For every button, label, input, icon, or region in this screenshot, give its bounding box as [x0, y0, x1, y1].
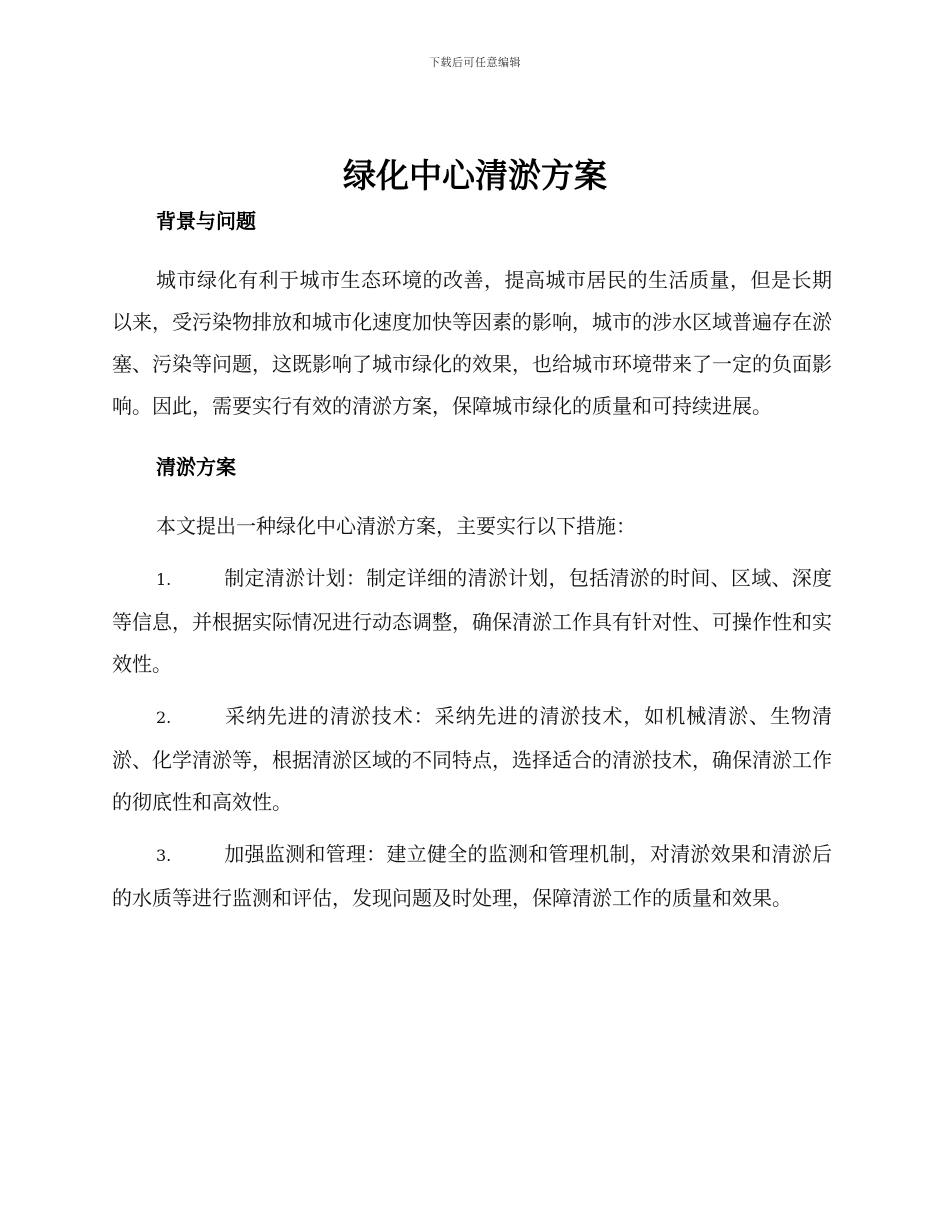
list-item-measure-3	[112, 833, 832, 919]
list-number: 3.	[156, 846, 172, 865]
document-body	[112, 205, 832, 919]
paragraph-background: 城市绿化有利于城市生态环境的改善，提高城市居民的生活质量，但是长期以来，受污染物排放和城市化速度加快等因素的影响，城市的涉水区域普遍存在淤塞、污染等问题，这既影响了城市绿化的效果，也给城市环境带来了一定的负面影响。因此，需要实行有效的清淤方案，保障城市绿化的质量和可持续进展。	[112, 268, 832, 418]
list-item-text: 加强监测和管理：建立健全的监测和管理机制，对清淤效果和清淤后的水质等进行监测和评估，发现问题及时处理，保障清淤工作的质量和效果。	[112, 842, 832, 910]
list-number: 2.	[156, 708, 172, 727]
list-item-measure-1	[112, 557, 832, 685]
document-title: 绿化中心清淤方案	[343, 156, 607, 195]
section-heading-background: 背景与问题	[156, 209, 256, 233]
section-heading-plan: 清淤方案	[156, 455, 236, 479]
list-item-text: 制定清淤计划：制定详细的清淤计划，包括清淤的时间、区域、深度等信息，并根据实际情况进行动态调整，确保清淤工作具有针对性、可操作性和实效性。	[112, 566, 832, 676]
list-number: 1.	[156, 570, 172, 589]
list-item-text: 采纳先进的清淤技术：采纳先进的清淤技术，如机械清淤、生物清淤、化学清淤等，根据清淤区域的不同特点，选择适合的清淤技术，确保清淤工作的彻底性和高效性。	[112, 704, 832, 814]
page-header-note: 下载后可任意编辑	[429, 56, 521, 69]
list-item-measure-2	[112, 695, 832, 823]
paragraph-plan-intro: 本文提出一种绿化中心清淤方案，主要实行以下措施：	[156, 514, 636, 538]
